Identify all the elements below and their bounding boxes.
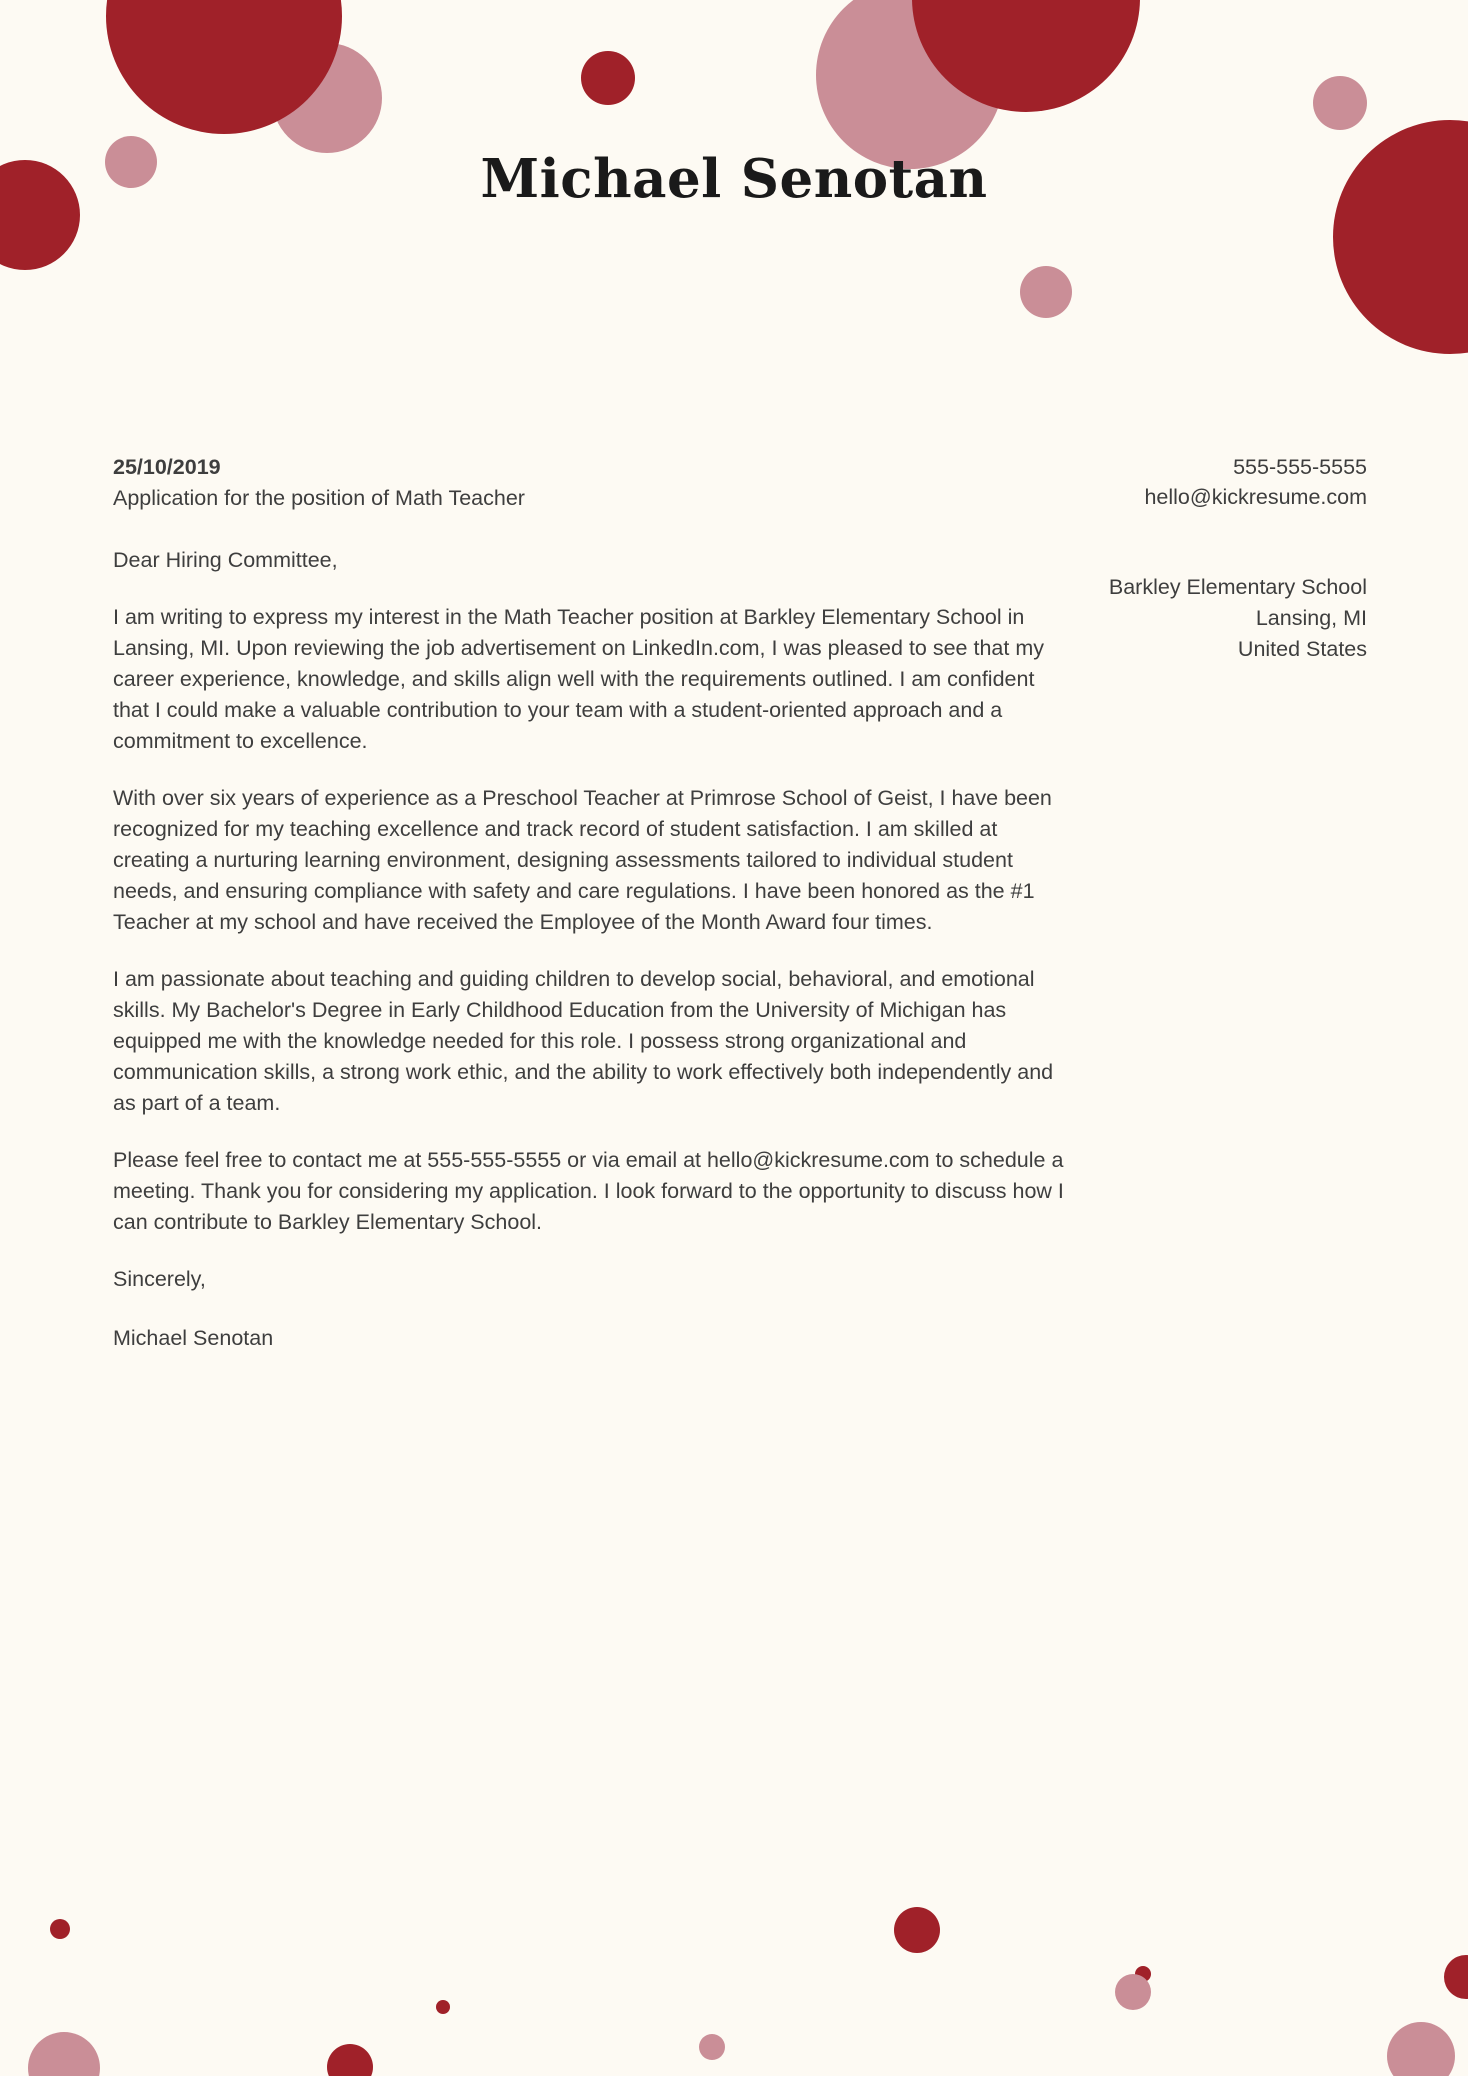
letter-paragraph: With over six years of experience as a Preschool Teacher at Primrose School of Geist, I have been recognized for my teaching excellence and track record of student satisfaction. I am skilled at creating a nurturing learning environment, designing assessments tailored to individual student needs, and ensuring compliance with safety and care regulations. I have been honored as the #1 Teacher at my school and have received the Employee of the Month Award four times. <box>113 786 1052 934</box>
letter-paragraph: Please feel free to contact me at 555-555-5555 or via email at hello@kickresume.com to schedule a meeting. Thank you for considering my application. I look forward to the opportunity to discuss how I can contribute to Barkley Elementary School. <box>113 1148 1064 1234</box>
letter-signature: Michael Senotan <box>113 1326 274 1350</box>
decorative-circle <box>327 2044 373 2076</box>
letter-date: 25/10/2019 <box>113 455 221 479</box>
contact-phone: 555-555-5555 <box>1233 455 1367 479</box>
contact-block <box>947 452 1367 512</box>
decorative-circle <box>1387 2022 1455 2076</box>
page-title: Michael Senotan <box>480 148 988 210</box>
recipient-city: Lansing, MI <box>1255 606 1367 630</box>
decorative-circle <box>1115 1974 1151 2010</box>
decorative-circle <box>581 51 635 105</box>
decorative-circle <box>50 1919 70 1939</box>
recipient-country: United States <box>1237 637 1367 661</box>
letter-body <box>113 452 1071 1354</box>
contact-column <box>947 452 1367 665</box>
recipient-block <box>947 572 1367 665</box>
letter-closing: Sincerely, <box>113 1267 206 1291</box>
decorative-circle <box>1313 76 1367 130</box>
decorative-circle <box>1020 266 1072 318</box>
letter-paragraph: I am passionate about teaching and guiding children to develop social, behavioral, and emotional skills. My Bachelor's Degree in Early Childhood Education from the University of Michigan has equipped me with the knowledge needed for this role. I possess strong organizational and communication skills, a strong work ethic, and the ability to work effectively both independently and as part of a team. <box>113 967 1054 1115</box>
letter-subject: Application for the position of Math Teacher <box>113 486 525 510</box>
decorative-circle <box>699 2034 725 2060</box>
recipient-organization: Barkley Elementary School <box>1108 575 1367 599</box>
decorative-circle <box>1444 1955 1468 1999</box>
decorative-circle <box>894 1907 940 1953</box>
contact-email: hello@kickresume.com <box>1144 485 1367 509</box>
decorative-circle <box>28 2032 100 2076</box>
letter-paragraph: I am writing to express my interest in the Math Teacher position at Barkley Elementary School in Lansing, MI. Upon reviewing the job advertisement on LinkedIn.com, I was pleased to see that my career experience, knowledge, and skills align well with the requirements outlined. I am confident that I could make a valuable contribution to your team with a student-oriented approach and a commitment to excellence. <box>113 605 1044 753</box>
decorative-circle <box>436 2000 450 2014</box>
letter-salutation: Dear Hiring Committee, <box>113 548 338 572</box>
